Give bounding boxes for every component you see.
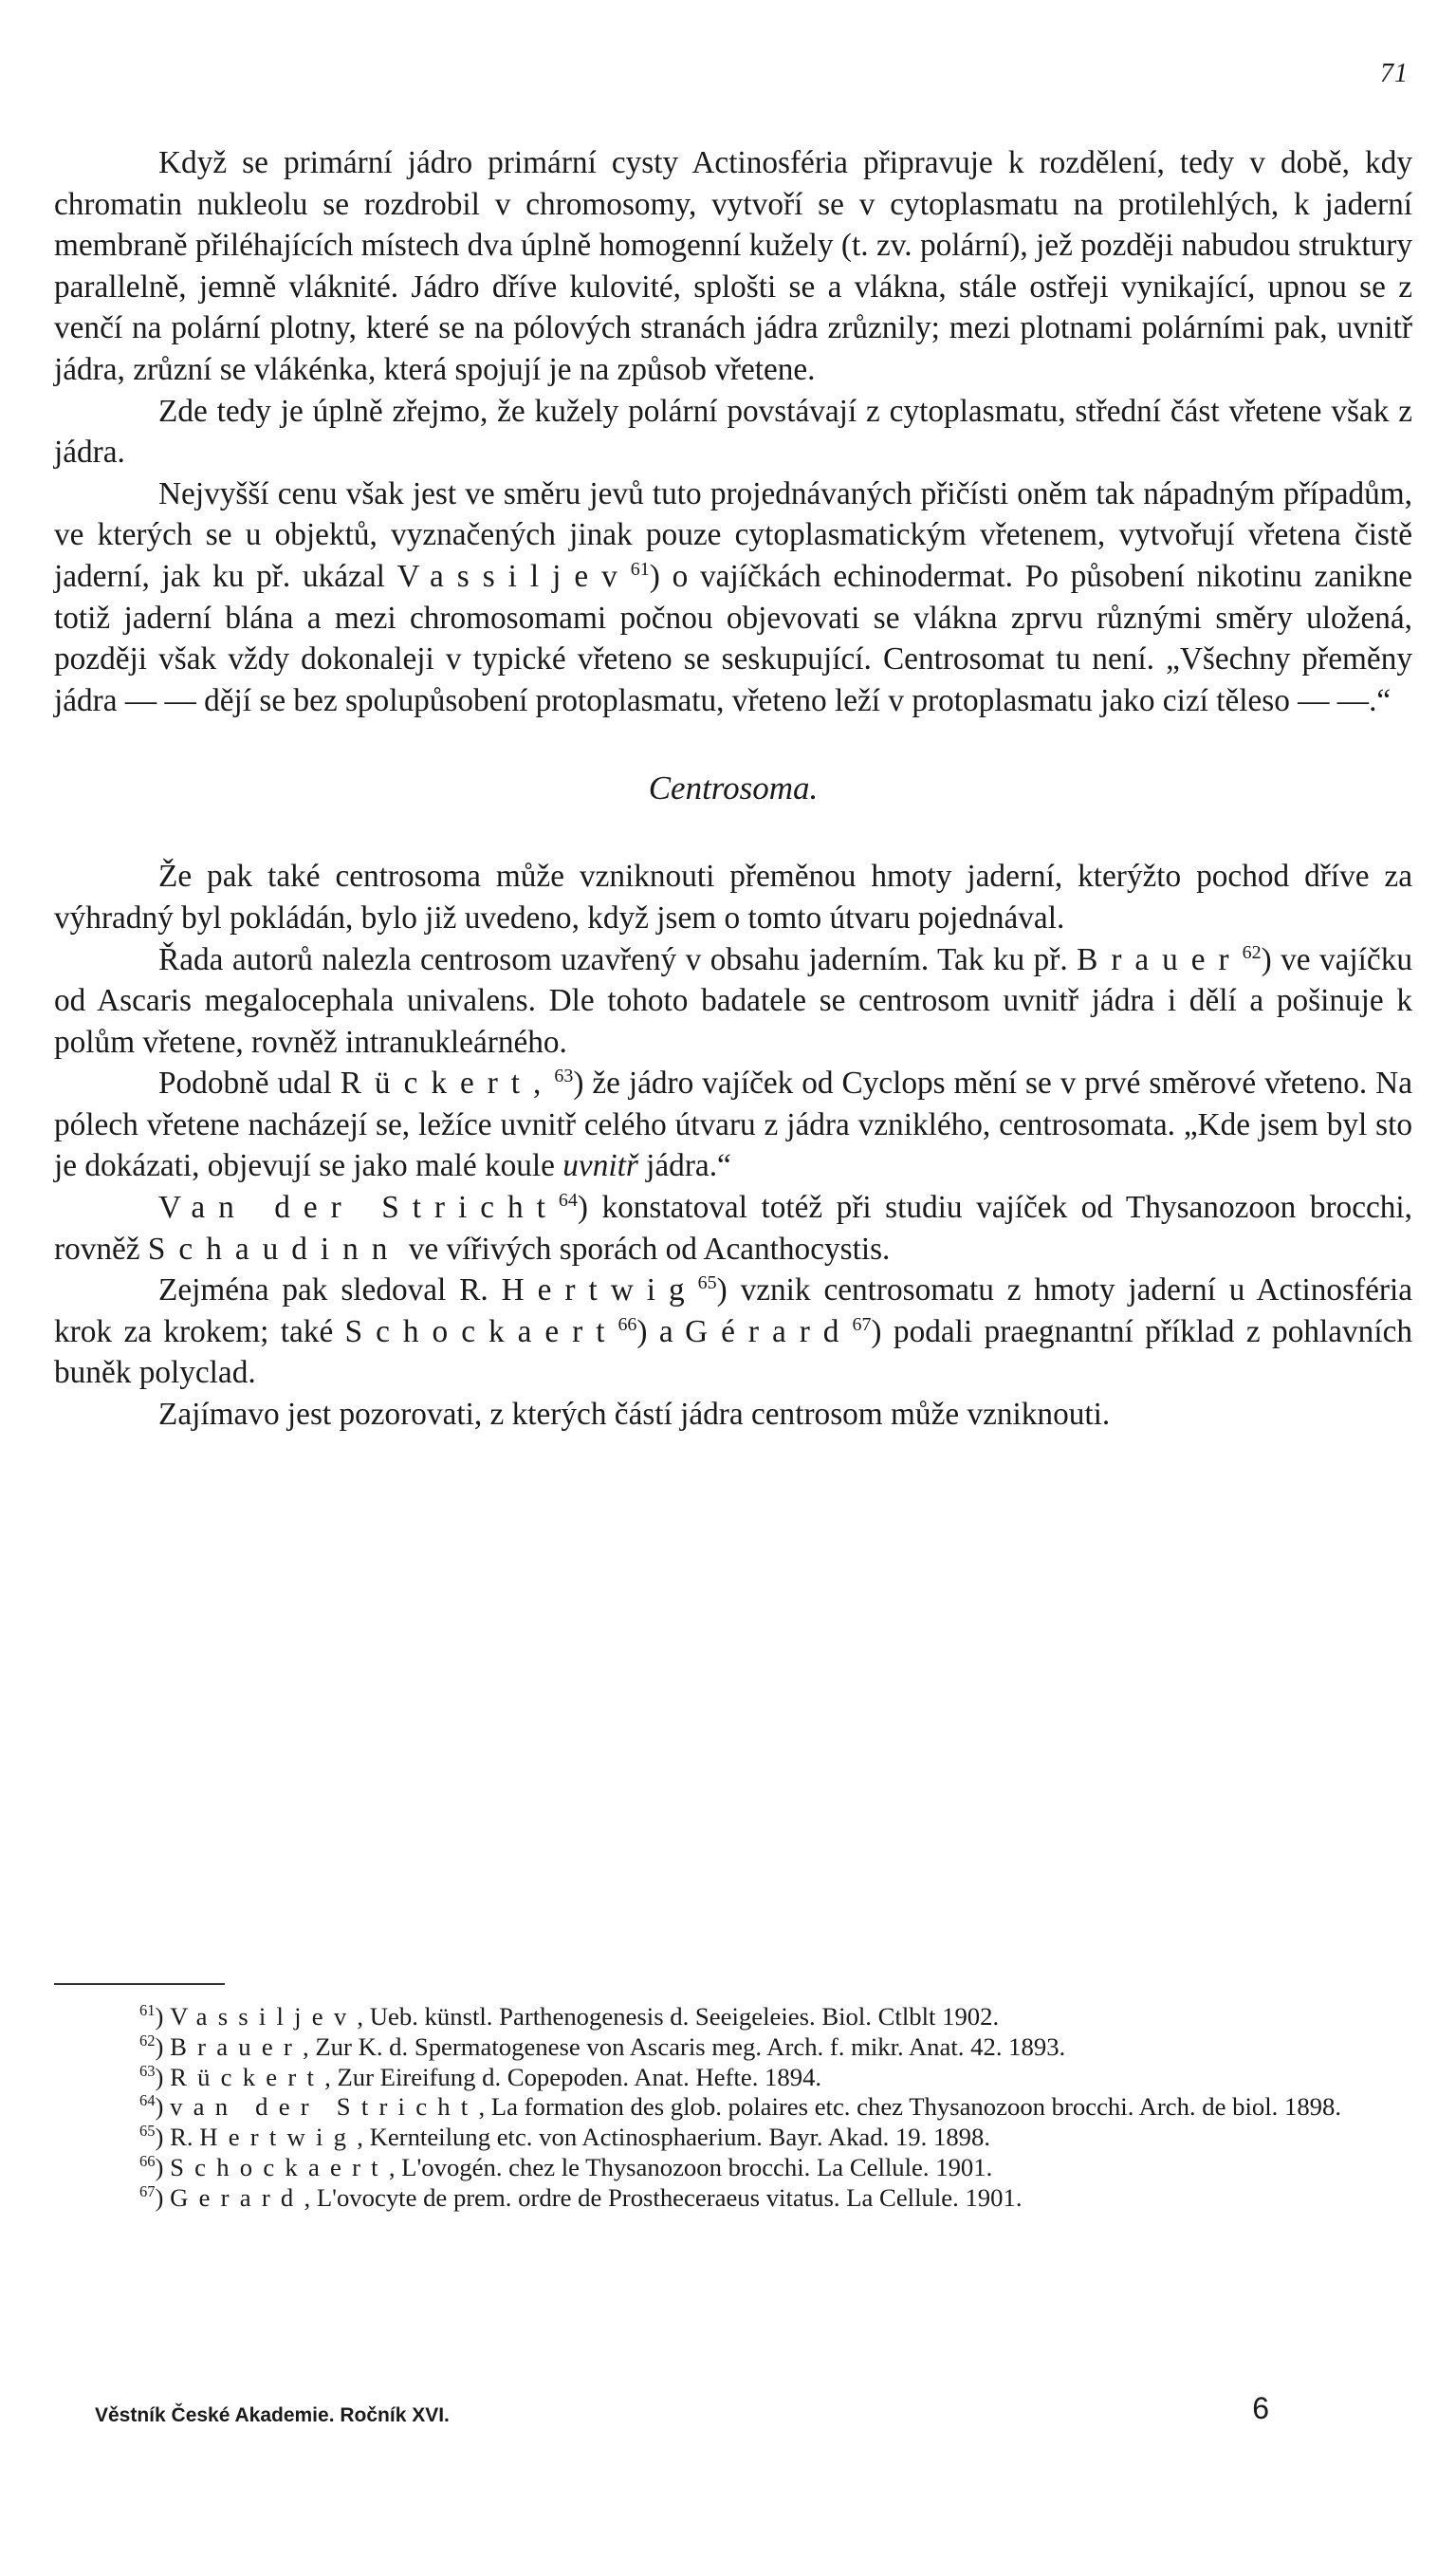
author-name: Schaudinn: [147, 1231, 401, 1267]
text-run: , L'ovocyte de prem. ordre de Prostheceraeus vitatus. La Cellule. 1901.: [304, 2182, 1023, 2212]
footnote: $^{63}$) Rückert, Zur Eireifung d. Copepoden. Anat. Hefte. 1894.: [139, 2061, 822, 2091]
author-name: van der Stricht: [170, 2092, 479, 2122]
footnote-ref: 61: [630, 558, 650, 580]
author-name: Hertwig: [501, 1272, 698, 1308]
footnote-ref: 66: [617, 1313, 637, 1335]
author-name: Gerard: [170, 2182, 304, 2212]
text-run: Že pak také centrosoma může vzniknouti přeměnou hmoty jaderní, kterýžto pochod dříve za výhradný byl pokládán, bylo již uvedeno, když jsem o tomto útvaru pojednával.: [54, 859, 1412, 936]
text-run: R.: [170, 2123, 200, 2152]
author-name: Schockaert: [344, 1313, 618, 1349]
section-heading: [54, 768, 1412, 809]
text-run: , L'ovogén. chez le Thysanozoon brocchi. La Cellule. 1901.: [388, 2152, 993, 2181]
text-run: Zde tedy je úplně zřejmo, že kužely polární povstávají z cytoplasmatu, střední část vřetene však z jádra.: [54, 393, 1412, 471]
text-run: Podobně udal: [158, 1066, 341, 1102]
footnote: $^{64}$) van der Stricht, La formation des glob. polaires etc. chez Thysanozoon brocchi. Arch. de biol. 1898.: [139, 2091, 1342, 2122]
footnote-ref: 67: [852, 1313, 872, 1335]
author-name: Brauer: [170, 2031, 304, 2061]
footnote-ref: 63: [554, 1066, 574, 1087]
journal-title: Věstník České Akademie. Ročník XVI.: [95, 2404, 450, 2426]
italic-text: uvnitř: [562, 1148, 638, 1184]
footnote-number: 67: [139, 2181, 156, 2200]
author-name: Brauer: [1077, 941, 1243, 977]
footnote: $^{62}$) Brauer, Zur K. d. Spermatogenese von Ascaris meg. Arch. f. mikr. Anat. 42. 1893.: [139, 2031, 1066, 2061]
author-name: Rückert: [170, 2062, 325, 2091]
footnote: $^{65}$) R. Hertwig, Kernteilung etc. von Actinosphaerium. Bayr. Akad. 19. 1898.: [139, 2122, 991, 2152]
text-run: Když se primární jádro primární cysty Actinosféria připravuje k rozdělení, tedy v době, kdy chromatin nukleolu se rozdrobil v chromosomy, vytvoří se v cytoplasmatu na protilehlých, k jaderní membraně přiléhajících místech dva úplně homogenní kužely (t. zv. polární), jež později nabudou struktury parallelně, jemně vláknité. Jádro dříve kulovité, splošti se a vlákna, stále ostřeji vynikající, upnou se z venčí na polární plotny, které se na pólových stranách jádra zrůznily; mezi plotnami polárními pak, uvnitř jádra, zrůzní se vlákénka, která spojují je na způsob vřetene.: [54, 145, 1412, 387]
author-name: Vassiljev: [170, 2002, 358, 2031]
main-text: [54, 142, 1412, 1436]
author-name: Gérard: [685, 1313, 853, 1349]
footnotes: [54, 2002, 1412, 2214]
text-run: ) ve vajíčku od Ascaris megalocephala univalens. Dle tohoto badatele se centrosom uvnitř jádra i dělí a pošinuje k polům vřetene, rovněž intranukleárného.: [54, 941, 1413, 1060]
footnote: $^{67}$) Gerard, L'ovocyte de prem. ordre de Prostheceraeus vitatus. La Cellule. 1901.: [139, 2181, 1023, 2212]
paragraph: [54, 856, 1412, 938]
paragraph: [54, 1063, 1412, 1187]
author-name: Schockaert: [170, 2152, 389, 2181]
paragraph: [54, 1187, 1412, 1270]
footnote-number: 64: [139, 2091, 156, 2110]
page-number: 71: [1380, 59, 1409, 88]
text-run: , Zur K. d. Spermatogenese von Ascaris meg. Arch. f. mikr. Anat. 42. 1893.: [303, 2031, 1066, 2061]
footnote: $^{66}$) Schockaert, L'ovogén. chez le Thysanozoon brocchi. La Cellule. 1901.: [139, 2152, 993, 2181]
footnote-number: 66: [139, 2152, 156, 2171]
text-run: ) vznik centrosomatu z hmoty jaderní u Actinosféria krok za krokem; také: [54, 1272, 1413, 1349]
paragraph: [54, 473, 1412, 722]
author-name: Van der Stricht: [158, 1190, 559, 1226]
footnote: $^{61}$) Vassiljev, Ueb. künstl. Parthenogenesis d. Seeigeleies. Biol. Ctlblt 1902.: [139, 2001, 1000, 2031]
paragraph: [54, 391, 1412, 473]
text-run: ve vířivých sporách od Acanthocystis.: [400, 1231, 891, 1267]
text-run: , Zur Eireifung d. Copepoden. Anat. Hefte. 1894.: [324, 2062, 822, 2091]
footnote-number: 62: [139, 2031, 156, 2050]
text-run: ) že jádro vajíček od Cyclops mění se v prvé směrové vřeteno. Na pólech vřetene nacházejí se, ležíce uvnitř celého útvaru z jádra vzniklého, centrosomata. „Kde jsem byl sto je dokázati, objevují se jako malé koule: [54, 1066, 1413, 1184]
text-run: ) podali praegnantní příklad z pohlavních buněk polyclad.: [54, 1313, 1412, 1391]
author-name: Rückert,: [340, 1066, 555, 1102]
footnote-number: 61: [139, 2001, 156, 2020]
footnote-number: 65: [139, 2122, 156, 2141]
text-run: ) konstatoval totéž při studiu vajíček od Thysanozoon brocchi, rovněž: [54, 1190, 1412, 1267]
text-run: Zejména pak sledoval R.: [158, 1272, 502, 1308]
author-name: Hertwig: [199, 2123, 358, 2152]
paragraph: [54, 142, 1412, 391]
footnote-number: 63: [139, 2061, 156, 2080]
text-run: Řada autorů nalezla centrosom uzavřený v obsahu jaderním. Tak ku př.: [158, 941, 1078, 977]
paragraph: [54, 939, 1412, 1064]
footnote-ref: 62: [1242, 941, 1262, 963]
paragraph: [54, 1270, 1412, 1394]
paragraph: [54, 1394, 1412, 1436]
text-run: jádra.“: [637, 1148, 731, 1184]
footnote-divider: [54, 1983, 225, 1985]
text-run: Zajímavo jest pozorovati, z kterých částí jádra centrosom může vzniknouti.: [158, 1397, 1111, 1433]
italic-text: Centrosoma.: [648, 770, 819, 807]
footnote-ref: 64: [558, 1189, 578, 1211]
author-name: Vassiljev: [396, 558, 631, 594]
text-run: ) a: [636, 1313, 686, 1349]
footnote-ref: 65: [697, 1272, 717, 1294]
text-run: ) o vajíčkách echinodermat. Po působení nikotinu zanikne totiž jaderní blána a mezi chromosomami počnou objevovati se vlákna zprvu různými směry uložená, později však vždy dokonaleji v typické vřeteno se seskupující. Centrosomat tu není. „Všechny přeměny jádra — — dějí se bez spolupůsobení protoplasmatu, vřeteno leží v protoplasmatu jako cizí těleso — —.“: [54, 558, 1412, 718]
text-run: , La formation des glob. polaires etc. chez Thysanozoon brocchi. Arch. de biol. 1898.: [478, 2092, 1342, 2122]
text-run: , Ueb. künstl. Parthenogenesis d. Seeigeleies. Biol. Ctlblt 1902.: [357, 2002, 1000, 2031]
text-run: , Kernteilung etc. von Actinosphaerium. Bayr. Akad. 19. 1898.: [357, 2123, 991, 2152]
page-footer: [95, 2391, 1413, 2434]
text-run: Nejvyšší cenu však jest ve směru jevů tuto projednávaných přičísti oněm tak nápadným případům, ve kterých se u objektů, vyznačených jinak pouze cytoplasmatickým vřetenem, vytvořují vřetena čistě jaderní, jak ku př. ukázal: [54, 475, 1412, 594]
signature-mark: 6: [1252, 2391, 1269, 2425]
